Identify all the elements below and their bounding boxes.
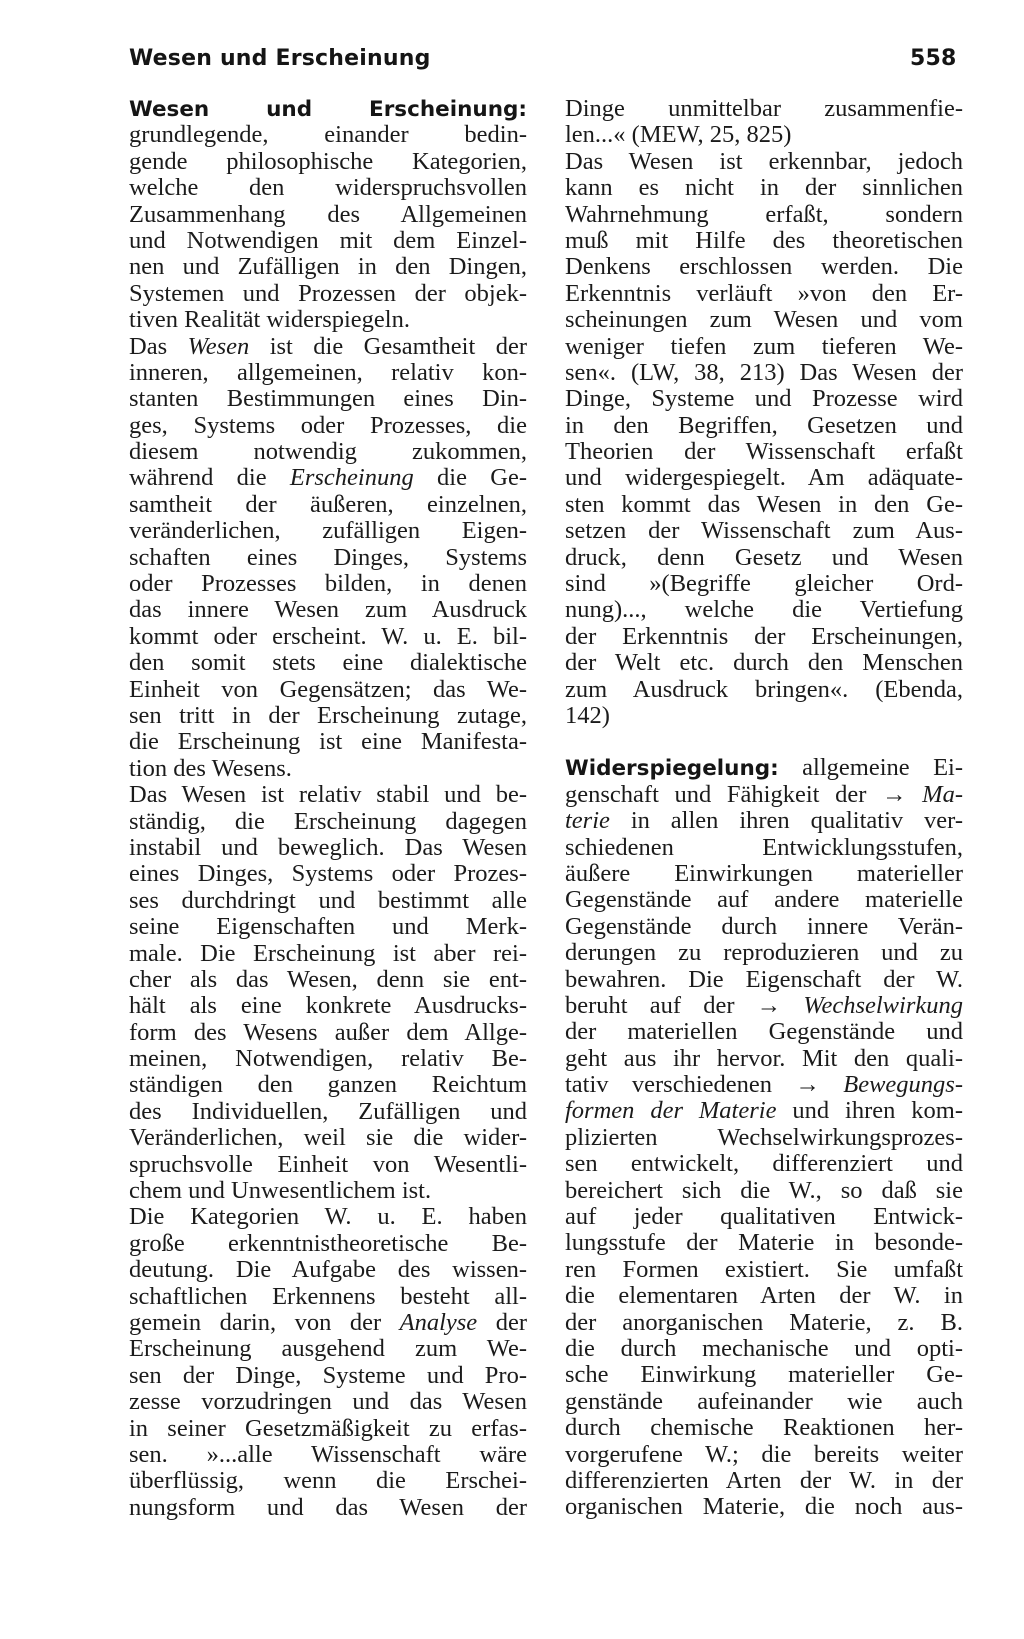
text-run: durch chemische Reaktionen her- [565,1414,963,1442]
text-line [565,492,963,518]
text-line [565,1389,963,1415]
text-line [565,677,963,703]
text-line [565,1125,963,1151]
text-run: der Welt etc. durch den Menschen [565,649,963,677]
text-line [129,835,527,861]
text-line [129,1389,527,1415]
text-run: Veränderlichen, weil sie die wider- [129,1124,527,1152]
text-line [129,1072,527,1098]
text-line [565,755,963,781]
text-run: hält als eine konkrete Ausdrucks- [129,992,527,1020]
text-run: tiven Realität widerspiegeln. [129,306,410,334]
text-run: welche den widerspruchsvollen [129,174,527,202]
text-run: der materiellen Gegenstände und [565,1018,963,1046]
text-run: sen«. (LW, 38, 213) Das Wesen der [565,358,963,386]
text-line [565,1178,963,1204]
text-run: und ihren kom- [776,1097,963,1125]
text-line [129,1125,527,1151]
text-line [129,439,527,465]
text-run: sen entwickelt, differenziert und [565,1150,963,1178]
text-run: inneren, allgemeinen, relativ kon- [129,358,527,386]
text-line [565,597,963,623]
text-line [565,703,963,729]
text-line [565,1442,963,1468]
text-line [565,1204,963,1230]
text-run: instabil und beweglich. Das Wesen [129,833,527,861]
text-run: Theorien der Wissenschaft erfaßt [565,438,963,466]
text-run: ren Formen existiert. Sie umfaßt [565,1255,963,1283]
text-line [565,334,963,360]
text-run: genstände aufeinander wie auch [565,1387,963,1415]
text-run: form des Wesens außer dem Allge- [129,1018,527,1046]
text-run: Zusammenhang des Allgemeinen [129,200,527,228]
text-run: nung)..., welche die Vertiefung [565,596,963,624]
text-run: große erkenntnistheoretische Be- [129,1229,527,1257]
emphasis: Bewegungs- [843,1071,963,1099]
text-line [129,1020,527,1046]
text-line [565,254,963,280]
text-line [565,386,963,412]
text-line [565,1362,963,1388]
text-run: der [477,1308,527,1336]
text-line [129,1099,527,1125]
text-run: Wahrnehmung erfaßt, sondern [565,200,963,228]
text-run: Dinge unmittelbar zusammenfie- [565,95,963,122]
text-line [129,386,527,412]
emphasis: Wesen [187,332,250,360]
text-run: auf jeder qualitativen Entwick- [565,1203,963,1231]
text-run: während die [129,464,290,492]
text-run: allgemeine Ei- [778,754,963,782]
text-line [129,993,527,1019]
text-run: ständigen den ganzen Reichtum [129,1071,527,1099]
text-line [565,1151,963,1177]
text-run: bereichert sich die W., so daß sie [565,1176,963,1204]
text-run: zesse vorzudringen und das Wesen [129,1388,527,1416]
text-run: die durch mechanische und opti- [565,1334,963,1362]
text-line [129,465,527,491]
text-run: oder Prozesses bilden, in denen [129,570,527,598]
text-run: spruchsvolle Einheit von Wesentli- [129,1150,527,1178]
text-run: sche Einwirkung materieller Ge- [565,1361,963,1389]
text-line [565,861,963,887]
text-line [129,571,527,597]
text-line [129,729,527,755]
text-run: differenzierten Arten der W. in der [565,1466,963,1494]
text-line [565,1336,963,1362]
entry-term: Widerspiegelung: [565,756,779,782]
text-line [565,360,963,386]
text-run: überflüssig, wenn die Erschei- [129,1467,527,1495]
text-run: diesem notwendig zukommen, [129,438,527,466]
text-line [565,439,963,465]
text-run: len...« (MEW, 25, 825) [565,121,792,149]
text-run: Systemen und Prozessen der objek- [129,279,527,307]
text-run: plizierten Wechselwirkungsprozes- [565,1123,963,1151]
text-run: male. Die Erscheinung ist aber rei- [129,939,527,967]
text-line [565,887,963,913]
text-line [565,465,963,491]
text-run: der Erkenntnis der Erscheinungen, [565,622,963,650]
text-run: derungen zu reproduzieren und zu [565,939,963,967]
text-run: das innere Wesen zum Ausdruck [129,596,527,624]
text-run: tion des Wesens. [129,754,292,782]
text-run: zum Ausdruck bringen«. (Ebenda, [565,675,963,703]
text-run: Dinge, Systeme und Prozesse wird [565,385,963,413]
text-run: stanten Bestimmungen eines Din- [129,385,527,413]
text-line [129,1468,527,1494]
text-run: meinen, Notwendigen, relativ Be- [129,1045,527,1073]
text-line [565,1468,963,1494]
text-line [565,1257,963,1283]
text-line [565,202,963,228]
text-run: Das Wesen ist erkennbar, jedoch [565,147,963,175]
text-run: ges, Systems oder Prozesses, die [129,411,527,439]
text-line [565,1310,963,1336]
text-line [565,1494,963,1520]
emphasis: terie [565,807,610,835]
emphasis: Erscheinung [289,464,414,492]
text-run: lungsstufe der Materie in besonde- [565,1229,963,1257]
text-line [129,650,527,676]
text-line [129,1204,527,1230]
text-run: setzen der Wissenschaft zum Aus- [565,517,963,545]
text-run: Das Wesen ist relativ stabil und be- [129,781,527,809]
text-run: schaften eines Dinges, Systems [129,543,527,571]
text-line [129,888,527,914]
text-run: vorgerufene W.; die bereits weiter [565,1440,963,1468]
text-run: kommt oder erscheint. W. u. E. bil- [129,622,527,650]
text-line [129,1257,527,1283]
text-run: nen und Zufälligen in den Dingen, [129,253,527,281]
text-run: sen der Dinge, Systeme und Pro- [129,1361,527,1389]
text-run: Gegenstände durch innere Verän- [565,912,963,940]
text-run: druck, denn Gesetz und Wesen [565,543,963,571]
text-line [129,1442,527,1468]
text-run: Gegenstände auf andere materielle [565,886,963,914]
emphasis: Ma- [922,780,963,808]
text-run: samtheit der äußeren, einzelnen, [129,490,527,518]
text-line [565,518,963,544]
text-run: und widergespiegelt. Am adäquate- [565,464,963,492]
text-run: muß mit Hilfe des theoretischen [565,226,963,254]
text-line [565,914,963,940]
text-run: in den Begriffen, Gesetzen und [565,411,963,439]
text-line [565,1019,963,1045]
text-line [129,307,527,333]
text-line [565,1230,963,1256]
text-run: Erscheinung ausgehend zum We- [129,1335,527,1363]
text-line [129,175,527,201]
text-run: eines Dinges, Systems oder Prozes- [129,860,527,888]
text-run: schaftlichen Erkennens besteht all- [129,1282,527,1310]
text-run: gemein darin, von der [129,1308,400,1336]
text-line [129,1495,527,1521]
text-line [129,228,527,254]
text-run: kann es nicht in der sinnlichen [565,174,963,202]
text-line [129,703,527,729]
text-line [129,1178,527,1204]
text-run: äußere Einwirkungen materieller [565,859,963,887]
text-line [129,809,527,835]
text-line [565,413,963,439]
text-line [129,1363,527,1389]
text-line [129,967,527,993]
text-line [129,281,527,307]
text-line [565,1072,963,1098]
text-run: Die Kategorien W. u. E. haben [129,1203,527,1231]
running-head-title: Wesen und Erscheinung [129,46,431,71]
text-line [129,518,527,544]
text-line [565,96,963,122]
text-line [565,1098,963,1124]
text-run: ständig, die Erscheinung dagegen [129,807,527,835]
text-line [565,993,963,1019]
text-run: Einheit von Gegensätzen; das We- [129,675,527,703]
text-line [129,1152,527,1178]
text-run: schiedenen Entwicklungsstufen, [565,833,963,861]
text-run: tativ verschiedenen → [565,1071,844,1099]
text-run: die Ge- [413,464,527,492]
text-run: beruht auf der → [565,991,804,1019]
text-line [565,1283,963,1309]
text-run: cher als das Wesen, denn sie ent- [129,965,527,993]
text-line [129,149,527,175]
text-line [565,1046,963,1072]
emphasis: Wechselwirkung [803,991,963,1019]
text-run: Erkenntnis verläuft »von den Er- [565,279,963,307]
text-line [565,149,963,175]
left-column [129,96,527,1521]
text-line [565,228,963,254]
text-line [565,967,963,993]
text-run: grundlegende, einander bedin- [129,121,527,149]
text-run: sten kommt das Wesen in den Ge- [565,490,963,518]
text-line [129,360,527,386]
text-line [129,545,527,571]
text-line [565,940,963,966]
text-run: weniger tiefen zum tieferen We- [565,332,963,360]
text-run: organischen Materie, die noch aus- [565,1493,963,1521]
text-line [129,782,527,808]
text-line [129,1046,527,1072]
emphasis: formen der Materie [565,1097,777,1125]
page-number: 558 [910,46,957,71]
text-line [129,334,527,360]
text-run: sen. »...alle Wissenschaft wäre [129,1440,527,1468]
text-run: 142) [565,701,610,729]
text-run: Denkens erschlossen werden. Die [565,253,963,281]
text-line [565,624,963,650]
text-line [129,941,527,967]
text-run: ses durchdringt und bestimmt alle [129,886,527,914]
text-line [129,1310,527,1336]
text-run: in seiner Gesetzmäßigkeit zu erfas- [129,1414,527,1442]
text-run: des Individuellen, Zufälligen und [129,1097,527,1125]
text-run: Das [129,332,188,360]
text-line [129,492,527,518]
text-line [129,122,527,148]
text-run: bewahren. Die Eigenschaft der W. [565,965,963,993]
text-line [129,413,527,439]
text-run: sind »(Begriffe gleicher Ord- [565,570,963,598]
text-run: gende philosophische Kategorien, [129,147,527,175]
entry-term: Wesen und Erscheinung: [129,97,527,122]
emphasis: Analyse [399,1308,478,1336]
text-line [129,1336,527,1362]
text-run: die elementaren Arten der W. in [565,1282,963,1310]
text-line [565,281,963,307]
right-column [565,96,963,1521]
text-line [565,175,963,201]
text-run: scheinungen zum Wesen und vom [565,306,963,334]
text-line [565,1415,963,1441]
text-run: und Notwendigen mit dem Einzel- [129,226,527,254]
text-run: seine Eigenschaften und Merk- [129,913,527,941]
text-line [129,1231,527,1257]
text-line [129,624,527,650]
text-line [129,597,527,623]
text-line [565,808,963,834]
text-line [129,677,527,703]
text-line [129,756,527,782]
text-line [129,861,527,887]
text-line [565,571,963,597]
text-run: in allen ihren qualitativ ver- [609,807,963,835]
text-line [129,1416,527,1442]
text-run: nungsform und das Wesen der [129,1493,527,1521]
text-run: der anorganischen Materie, z. B. [565,1308,963,1336]
text-run: die Erscheinung ist eine Manifesta- [129,728,527,756]
text-line [129,254,527,280]
text-run: ist die Gesamtheit der [249,332,527,360]
text-line [129,1284,527,1310]
text-line [565,782,963,808]
paragraph-gap [565,729,963,755]
text-run: chem und Unwesentlichem ist. [129,1177,432,1205]
text-run: sen tritt in der Erscheinung zutage, [129,701,527,729]
text-line [565,650,963,676]
text-line [565,307,963,333]
text-run: deutung. Die Aufgabe des wissen- [129,1256,527,1284]
text-line [129,202,527,228]
text-line [129,96,527,122]
text-line [565,545,963,571]
text-line [129,914,527,940]
text-run: den somit stets eine dialektische [129,649,527,677]
text-run: veränderlichen, zufälligen Eigen- [129,517,527,545]
text-line [565,122,963,148]
text-run: geht aus ihr hervor. Mit den quali- [565,1044,963,1072]
text-run: genschaft und Fähigkeit der → [565,780,923,808]
text-line [565,835,963,861]
